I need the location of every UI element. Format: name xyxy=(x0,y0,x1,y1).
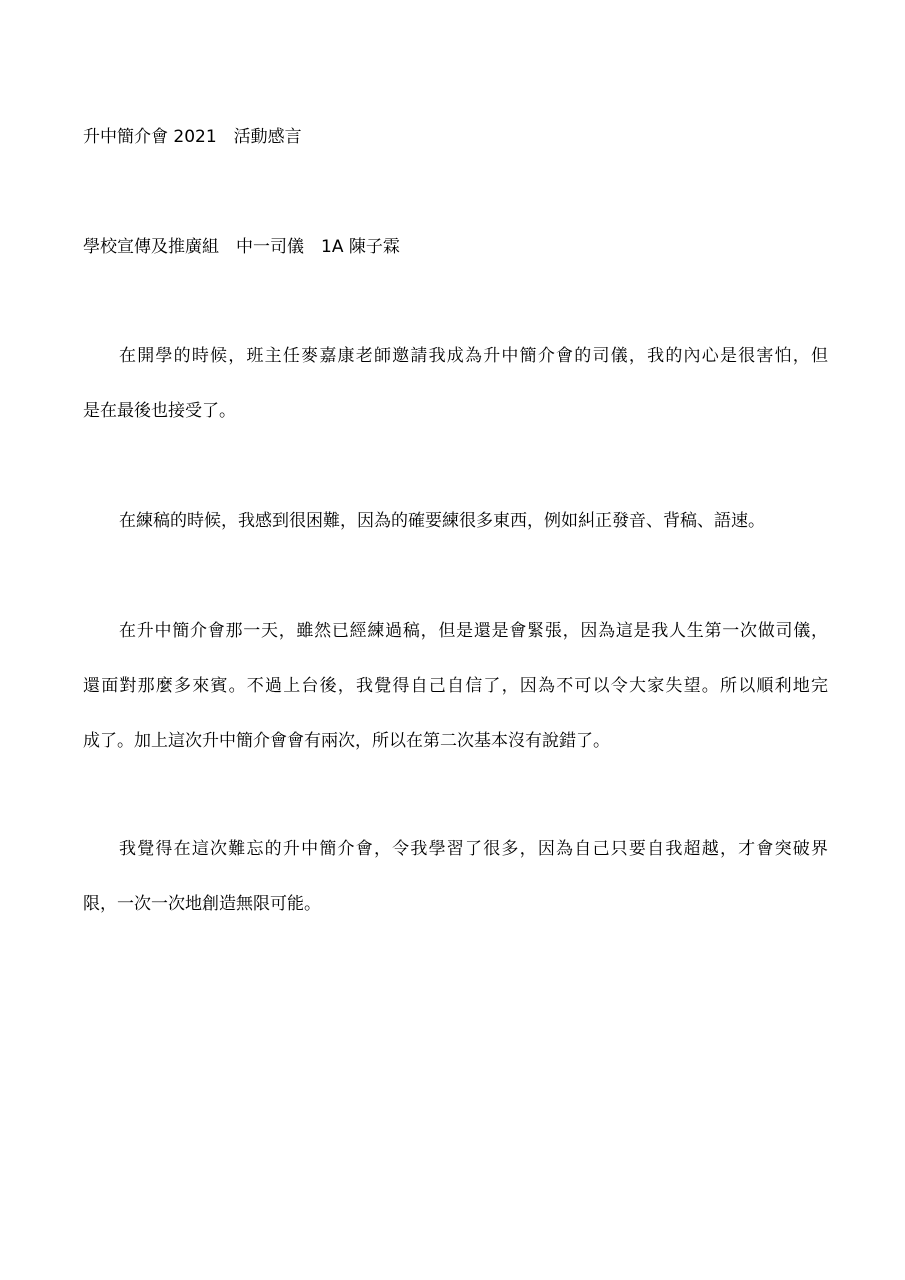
paragraph-line: 成了。加上這次升中簡介會會有兩次，所以在第二次基本沒有說錯了。 xyxy=(83,731,610,751)
paragraph-line: 限，一次一次地創造無限可能。 xyxy=(83,894,321,914)
paragraph-line: 在練稿的時候，我感到很困難，因為的確要練很多東西，例如糾正發音、背稿、語速。 xyxy=(119,511,765,531)
paragraph-line: 在開學的時候，班主任麥嘉康老師邀請我成為升中簡介會的司儀，我的內心是很害怕，但 xyxy=(119,346,828,366)
document-byline: 學校宣傳及推廣組 中一司儀 1A 陳子霖 xyxy=(83,237,400,257)
paragraph-line: 在升中簡介會那一天，雖然已經練過稿，但是還是會緊張，因為這是我人生第一次做司儀， xyxy=(119,621,828,641)
document-title: 升中簡介會 2021 活動感言 xyxy=(83,127,302,147)
paragraph-line: 還面對那麼多來賓。不過上台後，我覺得自己自信了，因為不可以令大家失望。所以順利地完 xyxy=(83,676,828,696)
paragraph-line: 是在最後也接受了。 xyxy=(83,401,236,421)
paragraph-line: 我覺得在這次難忘的升中簡介會，令我學習了很多，因為自己只要自我超越，才會突破界 xyxy=(119,839,828,859)
